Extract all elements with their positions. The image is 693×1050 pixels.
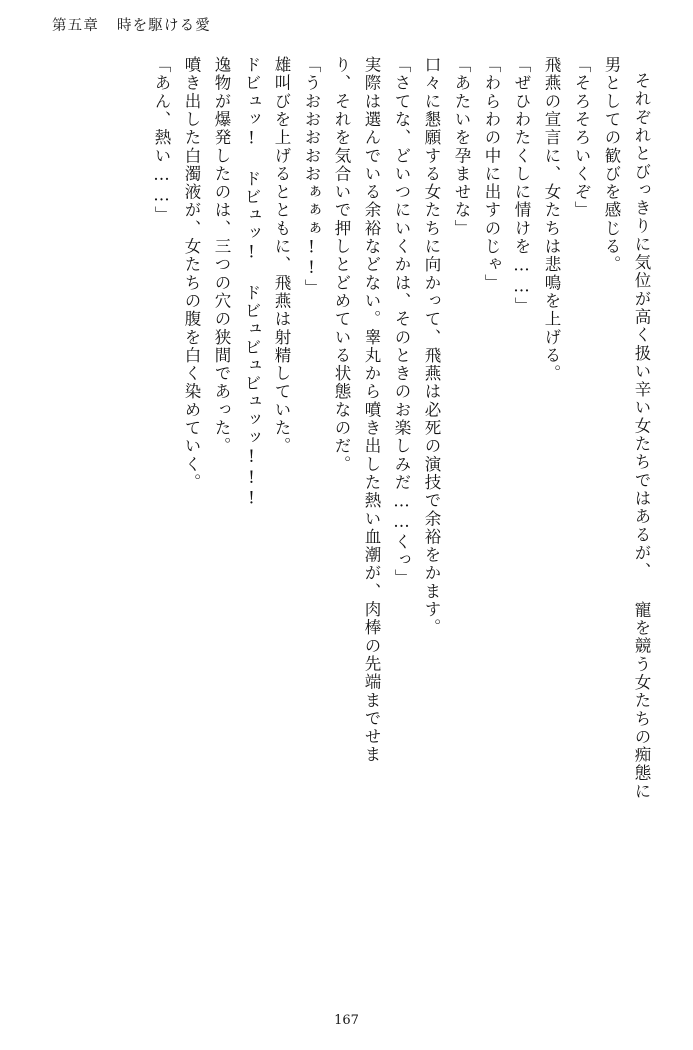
text-column: 「ぜひわたくしに情けを……」 xyxy=(512,56,531,316)
text-column: 実際は選んでいる余裕などない。睾丸から噴き出した熱い血潮が、肉棒の先端までせま xyxy=(362,56,381,764)
text-column: 「あたいを孕ませな」 xyxy=(452,56,471,238)
text-column: 男としての歓びを感じる。 xyxy=(602,56,621,274)
page-number: 167 xyxy=(334,1013,359,1028)
text-column: 口々に懇願する女たちに向かって、飛燕は必死の演技で余裕をかます。 xyxy=(422,56,441,637)
text-column: 逸物が爆発したのは、三つの穴の狭間であった。 xyxy=(212,56,231,456)
text-column: ドビュッ! ドビュッ! ドビュビュビュッッ!!! xyxy=(242,56,261,510)
vertical-text-body xyxy=(44,56,649,980)
chapter-number: 第五章 xyxy=(52,18,99,34)
text-column: それぞれとびっきりに気位が高く扱い辛い女たちではあるが、 寵を競う女たちの痴態に xyxy=(632,72,651,801)
text-column: 雄叫びを上げるとともに、飛燕は射精していた。 xyxy=(272,56,291,456)
text-column: 「うおおおおおぁぁぁ!!」 xyxy=(302,56,321,297)
text-column: 「そろそろいくぞ」 xyxy=(572,56,591,220)
chapter-title: 時を駆ける愛 xyxy=(116,18,211,34)
text-column: 「あん、熱い……」 xyxy=(152,56,171,225)
text-column: 噴き出した白濁液が、女たちの腹を白く染めていく。 xyxy=(182,56,201,492)
text-column: 「さてな、どいつにいくかは、そのときのお楽しみだ……くっ」 xyxy=(392,56,411,588)
text-column: 「わらわの中に出すのじゃ」 xyxy=(482,56,501,292)
text-column: 飛燕の宣言に、女たちは悲鳴を上げる。 xyxy=(542,56,561,383)
page-header xyxy=(52,14,211,35)
text-column: り、それを気合いで押しとどめている状態なのだ。 xyxy=(332,56,351,474)
